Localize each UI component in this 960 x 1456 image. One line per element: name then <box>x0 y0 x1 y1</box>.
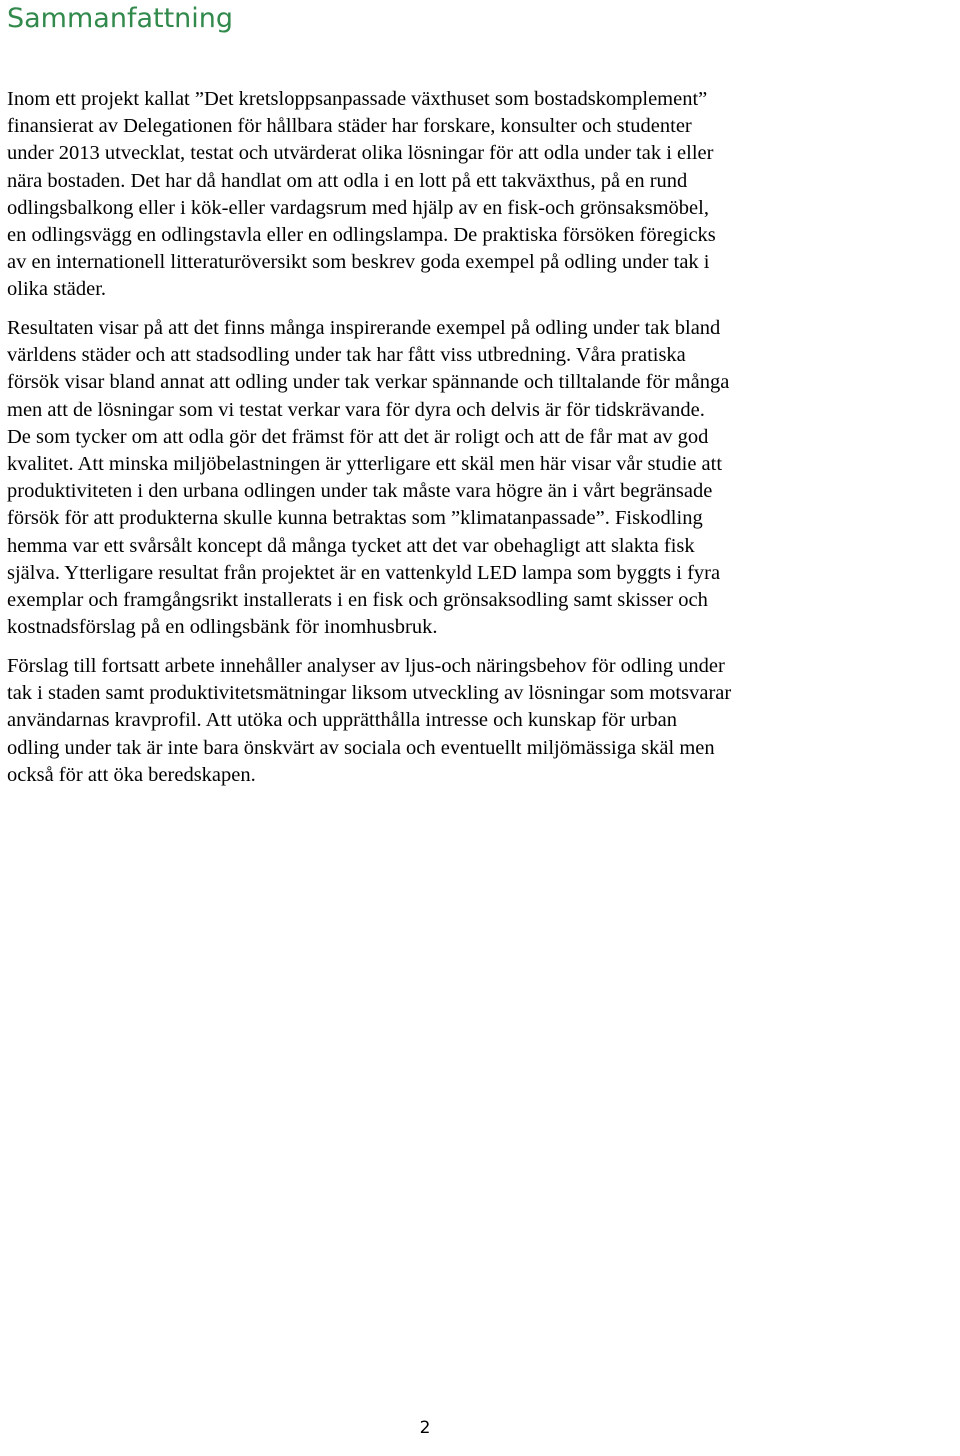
paragraph-results: Resultaten visar på att det finns många inspirerande exempel på odling under tak bland världens städer och att stadsodling under tak har fått viss utbredning. Våra pratiska försök visar bland annat att odling under tak verkar spännande och tilltalande för många men att de lösningar som vi testat verkar vara för dyra och delvis är för tidskrävande. De som tycker om att odla gör det främst för att det är roligt och att de får mat av god kvalitet. Att minska miljöbelastningen är ytterligare ett skäl men här visar vår studie att produktiviteten i den urbana odlingen under tak måste vara högre än i vårt begränsade försök för att produkterna skulle kunna betraktas som ”klimatanpassade”. Fiskodling hemma var ett svårsålt koncept då många tycket att det var obehagligt att slakta fisk själva. Ytterligare resultat från projektet är en vattenkyld LED lampa som byggts i fyra exemplar och framgångsrikt installerats i en fisk och grönsaksodling samt skisser och kostnadsförslag på en odlingsbänk för inomhusbruk. <box>7 317 730 639</box>
page-title: Sammanfattning <box>7 3 234 34</box>
page-number: 2 <box>419 1418 431 1438</box>
paragraph-future-work: Förslag till fortsatt arbete innehåller analyser av ljus-och näringsbehov för odling under tak i staden samt produktivitetsmätningar liksom utveckling av lösningar som motsvarar användarnas kravprofil. Att utöka och upprätthålla intresse och kunskap för urban odling under tak är inte bara önskvärt av sociala och eventuellt miljömässiga skäl men också för att öka beredskapen. <box>7 655 732 786</box>
paragraph-intro: Inom ett projekt kallat ”Det kretsloppsanpassade växthuset som bostadskomplement” finansierat av Delegationen för hållbara städer har forskare, konsulter och studenter under 2013 utvecklat, testat och utvärderat olika lösningar för att odla under tak i eller nära bostaden. Det har då handlat om att odla i en lott på ett takväxthus, på en rund odlingsbalkong eller i kök-eller vardagsrum med hjälp av en fisk-och grönsaksmöbel, en odlingsvägg en odlingstavla eller en odlingslampa. De praktiska försöken föregicks av en internationell litteraturöversikt som beskrev goda exempel på odling under tak i olika städer. <box>7 88 716 301</box>
